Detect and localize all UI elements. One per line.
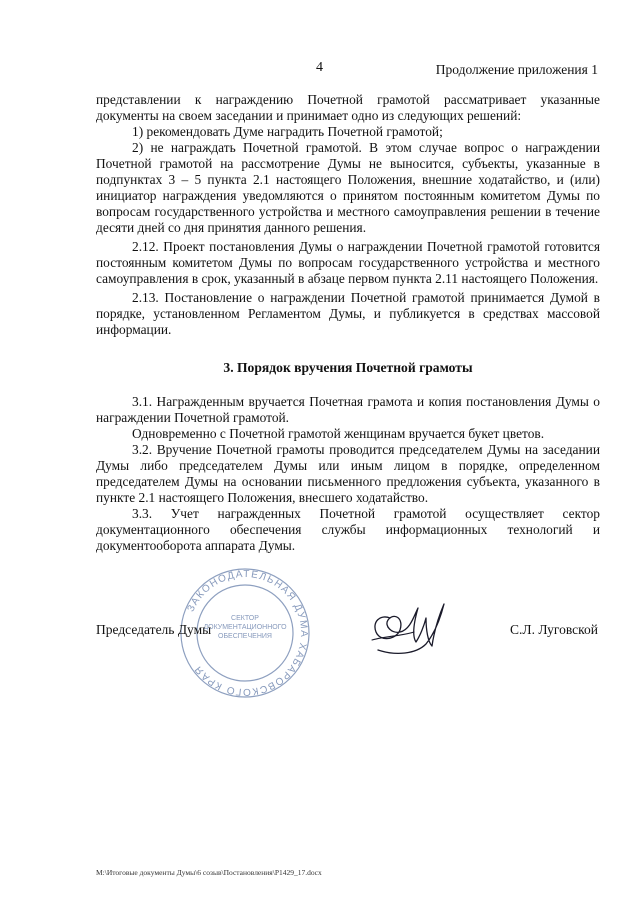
paragraph-option-1: 1) рекомендовать Думе наградить Почетной грамотой; xyxy=(132,124,443,139)
page-number: 4 xyxy=(316,60,323,75)
file-path: M:\Итоговые документы Думы\6 созыв\Постановления\P1429_17.docx xyxy=(96,868,322,877)
stamp-inner-text: СЕКТОР ДОКУМЕНТАЦИОННОГО ОБЕСПЕЧЕНИЯ xyxy=(203,615,287,640)
paragraph-2-12: 2.12. Проект постановления Думы о награждении Почетной грамотой готовится постоянным комитетом Думы по вопросам государственного устройства и местного самоуправления в срок, указанный в абзаце первом пункта 2.11 настоящего Положения. xyxy=(96,239,600,286)
paragraph-3-2: 3.2. Вручение Почетной грамоты проводится председателем Думы на заседании Думы либо председателем Думы или иным лицом в порядке, определенном председателем Думы на основании письменного предложения субъекта, указанного в пункте 2.1 настоящего Положения, внесшего ходатайство. xyxy=(96,442,600,505)
handwritten-signature xyxy=(366,596,452,660)
paragraph-continuation: представлении к награждению Почетной грамотой рассматривает указанные документы на своем заседании и принимает одно из следующих решений: xyxy=(96,92,600,123)
paragraph-2-13: 2.13. Постановление о награждении Почетной грамотой принимается Думой в порядке, установленном Регламентом Думы, и публикуется в средствах массовой информации. xyxy=(96,290,600,337)
paragraph-option-2: 2) не награждать Почетной грамотой. В этом случае вопрос о награждении Почетной грамотой на рассмотрение Думы не выносится, субъекты, указанные в подпунктах 3 – 5 пункта 2.1 настоящего Положения, внешние ходатайство, и (или) инициатор награждения уведомляются о принятом постоянным комитетом Думы по вопросам государственного устройства и местного самоуправления решении в течение десяти дней со дня принятия данного решения. xyxy=(96,140,600,235)
document-body xyxy=(96,92,600,554)
stamp-outer-text: ЗАКОНОДАТЕЛЬНАЯ ДУМА ХАБАРОВСКОГО КРАЯ xyxy=(185,568,310,698)
section-heading: 3. Порядок вручения Почетной грамоты xyxy=(223,360,473,375)
paragraph-flowers: Одновременно с Почетной грамотой женщинам вручается букет цветов. xyxy=(132,426,545,441)
paragraph-3-1: 3.1. Награжденным вручается Почетная грамота и копия постановления Думы о награждении Почетной грамотой. xyxy=(96,394,600,425)
appendix-note: Продолжение приложения 1 xyxy=(435,62,598,77)
signatory-title: Председатель Думы xyxy=(96,622,212,637)
paragraph-3-3: 3.3. Учет награжденных Почетной грамотой осуществляет сектор документационного обеспечения службы информационных технологий и документооборота аппарата Думы. xyxy=(96,506,600,553)
signatory-name: С.Л. Луговской xyxy=(510,622,598,637)
